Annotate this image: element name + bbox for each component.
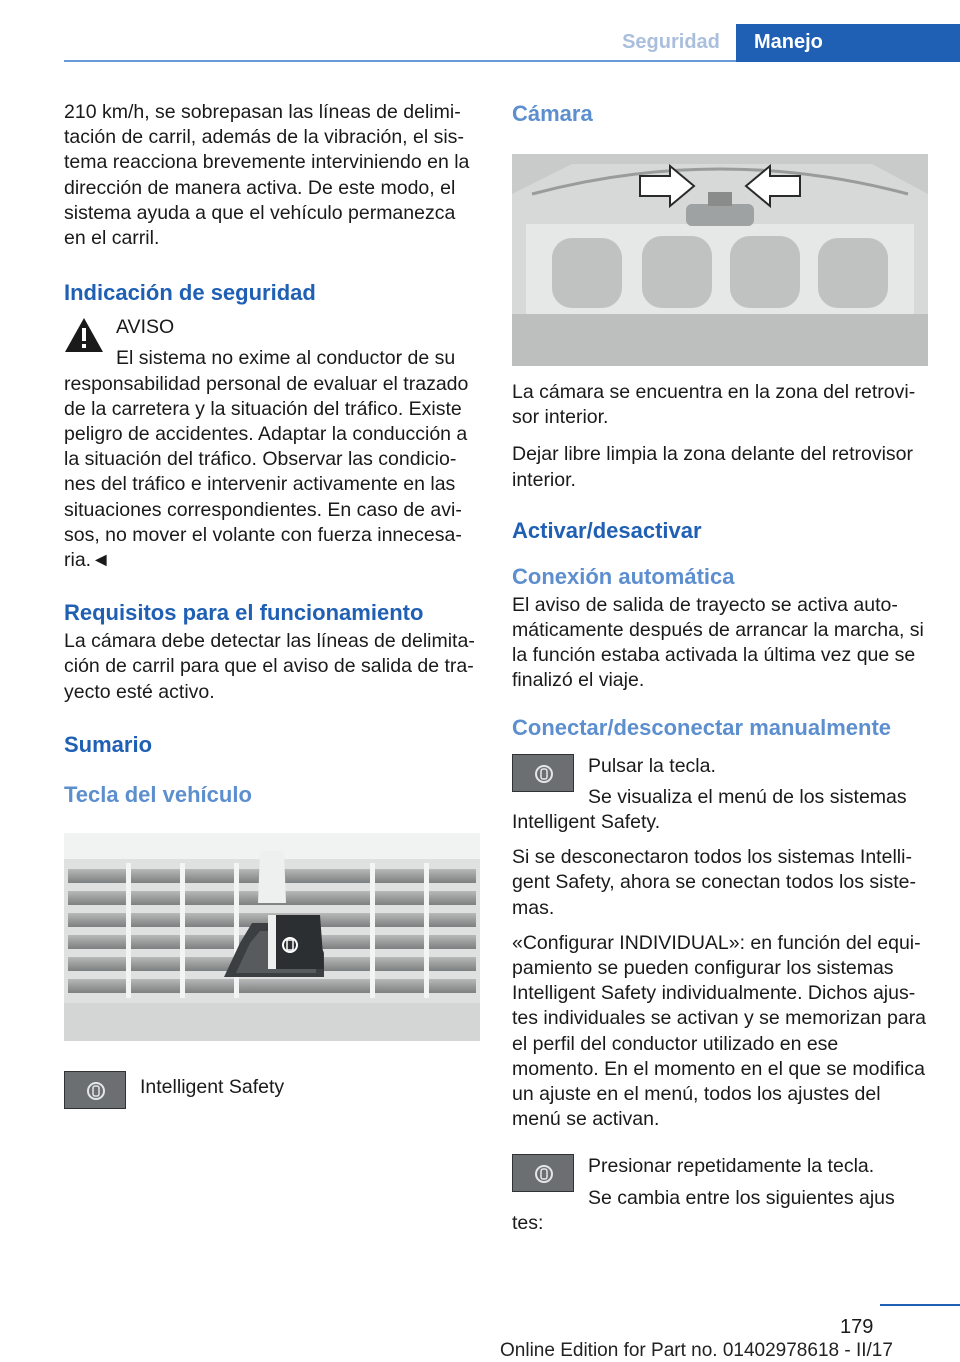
auto-heading: Conexión automática <box>512 563 735 589</box>
press-key-block <box>512 754 928 836</box>
configure-individual-text: «Configurar INDIVIDUAL»: en función del equipamiento se pueden configurar los sistemas Intelligent Safety individualmente. Dichos ajustes individuales se activan y se memorizan para el perfil del conductor utilizado en ese momento. En el momento en el que se modifica un ajuste en el menú, todos los ajustes del menú se activan. <box>512 931 927 1131</box>
online-edition-footer: Online Edition for Part no. 01402978618 - II/17 <box>500 1340 893 1361</box>
warning-label: AVISO <box>116 316 175 339</box>
menu-shown-text-1: Se visualiza el menú de los sistemas <box>588 785 907 808</box>
vehicle-button-illustration <box>64 833 480 1053</box>
switch-settings-text-1: Se cambia entre los siguientes ajus <box>588 1186 895 1209</box>
repeat-key-text: Presionar repetidamente la tecla. <box>588 1155 875 1178</box>
vehicle-key-heading: Tecla del vehículo <box>64 781 252 807</box>
requirements-heading: Requisitos para el funcionamiento <box>64 600 424 626</box>
intelligent-safety-button[interactable] <box>64 1071 126 1109</box>
all-systems-text: Si se desconectaron todos los sistemas Intelligent Safety, ahora se conectan todos los sistemas. <box>512 846 916 919</box>
intelligent-safety-icon <box>513 755 575 793</box>
key-caption-row <box>64 1071 480 1111</box>
press-key-text: Pulsar la tecla. <box>588 754 716 777</box>
camera-location-illustration <box>512 154 928 366</box>
intelligent-safety-button[interactable] <box>512 754 574 792</box>
activate-heading: Activar/desactivar <box>512 517 702 543</box>
intro-paragraph: 210 km/h, se sobrepasan las líneas de delimitación de carril, además de la vibración, el sistema reacciona brevemente interviniendo en la dirección de manera activa. De este modo, el sistema ayuda a que el vehículo permanezca en el carril. <box>64 101 470 250</box>
warning-triangle-icon <box>64 317 104 353</box>
camera-text-1: La cámara se encuentra en la zona del retrovisor interior. <box>512 381 916 429</box>
safety-heading: Indicación de seguridad <box>64 280 316 306</box>
tab-manejo[interactable]: Manejo <box>736 24 960 62</box>
intelligent-safety-icon <box>65 1072 127 1110</box>
key-caption: Intelligent Safety <box>140 1075 285 1098</box>
left-column <box>64 96 480 1111</box>
requirements-text: La cámara debe detectar las líneas de delimitación de carril para que el aviso de salida de trayecto esté activo. <box>64 630 475 703</box>
summary-heading: Sumario <box>64 731 153 757</box>
warning-text: responsabilidad personal de evaluar el trazado de la carretera y la situación del tráfico. Existe peligro de accidentes. Adaptar la conducción a la situación del tráfico. Observar las condiciones del tráfico e intervenir activamente en las situaciones correspondientes. En caso de avisos, no mover el volante con fuerza innecesaria.◄ <box>64 372 469 572</box>
warning-text-first-line: El sistema no exime al conductor de su <box>116 347 456 370</box>
page-number: 179 <box>840 1316 874 1338</box>
footer-rule <box>880 1304 960 1306</box>
menu-shown-text-2: Intelligent Safety. <box>512 811 661 834</box>
camera-heading: Cámara <box>512 101 593 126</box>
right-column <box>512 96 928 1236</box>
manual-heading: Conectar/desconectar manualmente <box>512 714 892 740</box>
auto-text: El aviso de salida de trayecto se activa automáticamente después de arrancar la marcha, si la función estaba activada la última vez que se finalizó el viaje. <box>512 593 924 692</box>
warning-block <box>64 315 480 573</box>
intelligent-safety-button[interactable] <box>512 1154 574 1192</box>
repeat-key-block <box>512 1154 928 1236</box>
switch-settings-text-2: tes: <box>512 1211 544 1234</box>
intelligent-safety-icon <box>513 1155 575 1193</box>
camera-text-2: Dejar libre limpia la zona delante del retrovisor interior. <box>512 443 914 491</box>
tab-seguridad[interactable]: Seguridad <box>622 31 720 53</box>
